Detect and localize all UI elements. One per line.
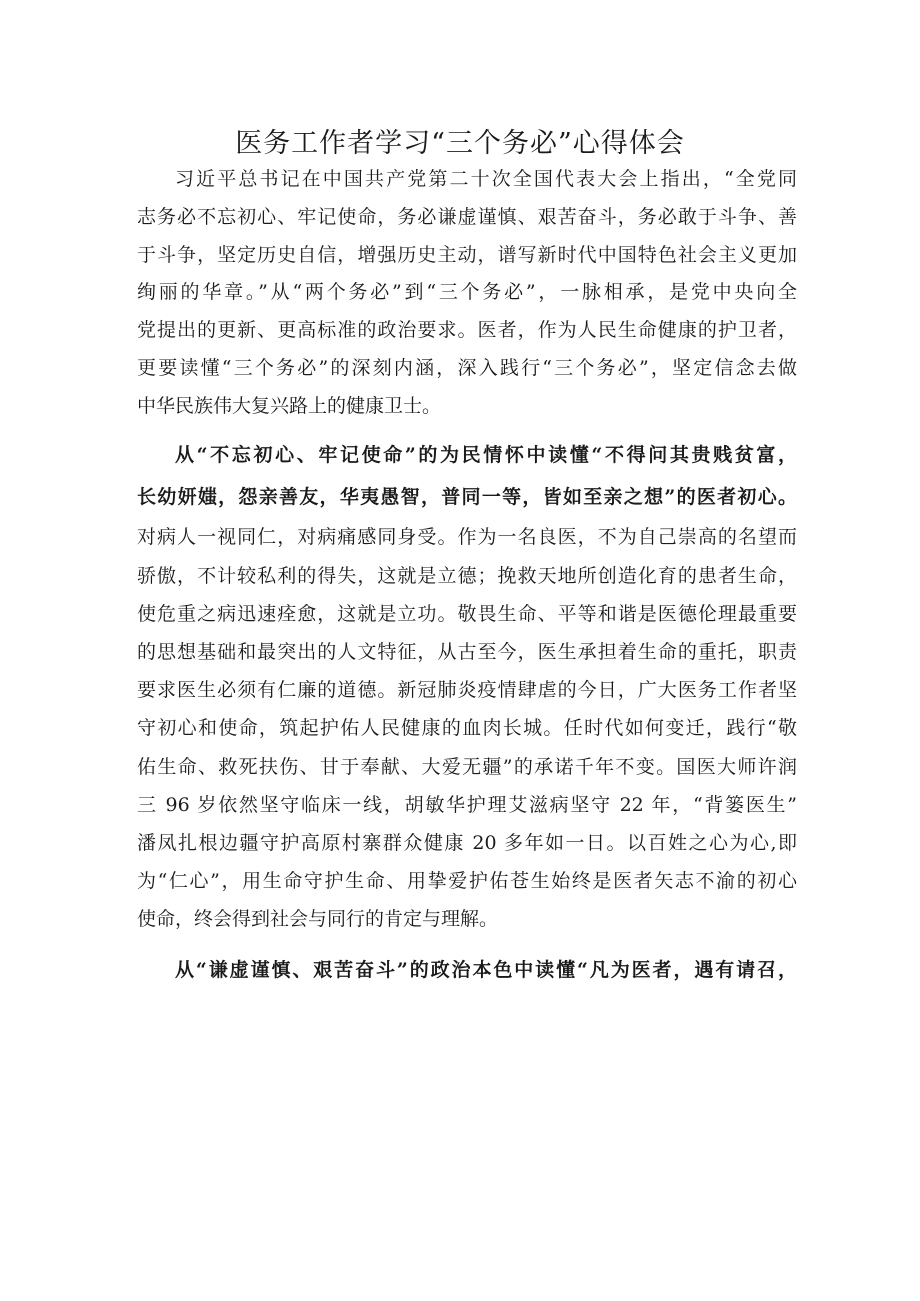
paragraph-1-line-5: 党提出的更新、更高标准的政治要求。医者，作为人民生命健康的护卫者， xyxy=(137,319,797,341)
paragraph-2-line-3: 对病人一视同仁，对病痛感同身受。作为一名良医，不为自己崇高的名望而 xyxy=(137,526,797,548)
document-title: 医务工作者学习“三个务必”心得体会 xyxy=(235,128,685,159)
paragraph-1-line-3: 于斗争，坚定历史自信，增强历史主动，谱写新时代中国特色社会主义更加 xyxy=(137,244,797,266)
paragraph-2-line-11: 潘凤扎根边疆守护高原村寨群众健康 20 多年如一日。以百姓之心为心,即 xyxy=(137,832,797,854)
paragraph-2-heading-line-2: 长幼妍媸，怨亲善友，华夷愚智，普同一等，皆如至亲之想”的医者初心。 xyxy=(137,486,797,508)
paragraph-2-line-10: 三 96 岁依然坚守临床一线，胡敏华护理艾滋病坚守 22 年，“背篓医生” xyxy=(137,794,797,816)
paragraph-2-line-13: 使命，终会得到社会与同行的肯定与理解。 xyxy=(137,908,499,930)
paragraph-3-heading-line-1: 从“谦虚谨慎、艰苦奋斗”的政治本色中读懂“凡为医者，遇有请召， xyxy=(175,959,797,981)
paragraph-2-heading-line-1: 从“不忘初心、牢记使命”的为民情怀中读懂“不得问其贵贱贫富， xyxy=(175,444,797,466)
paragraph-2-line-9: 佑生命、救死扶伤、甘于奉献、大爱无疆”的承诺千年不变。国医大师许润 xyxy=(137,756,797,778)
paragraph-1-line-6: 更要读懂“三个务必”的深刻内涵，深入践行“三个务必”，坚定信念去做 xyxy=(137,357,797,379)
paragraph-2-line-4: 骄傲，不计较私利的得失，这就是立德；挽救天地所创造化育的患者生命， xyxy=(137,565,797,587)
paragraph-1-line-7: 中华民族伟大复兴路上的健康卫士。 xyxy=(137,395,442,417)
paragraph-2-line-12: 为“仁心”，用生命守护生命、用挚爱护佑苍生始终是医者矢志不渝的初心 xyxy=(137,870,797,892)
paragraph-1-line-1: 习近平总书记在中国共产党第二十次全国代表大会上指出，“全党同 xyxy=(175,168,797,190)
paragraph-1-line-2: 志务必不忘初心、牢记使命，务必谦虚谨慎、艰苦奋斗，务必敢于斗争、善 xyxy=(137,206,797,228)
paragraph-2-line-7: 要求医生必须有仁廉的道德。新冠肺炎疫情肆虐的今日，广大医务工作者坚 xyxy=(137,679,797,701)
paragraph-2-line-6: 的思想基础和最突出的人文特征，从古至今，医生承担着生命的重托，职责 xyxy=(137,641,797,663)
paragraph-2-line-5: 使危重之病迅速痊愈，这就是立功。敬畏生命、平等和谐是医德伦理最重要 xyxy=(137,603,797,625)
paragraph-1-line-4: 绚丽的华章。”从“两个务必”到“三个务必”，一脉相承，是党中央向全 xyxy=(137,281,797,303)
paragraph-2-line-8: 守初心和使命，筑起护佑人民健康的血肉长城。任时代如何变迁，践行“敬 xyxy=(137,717,797,739)
